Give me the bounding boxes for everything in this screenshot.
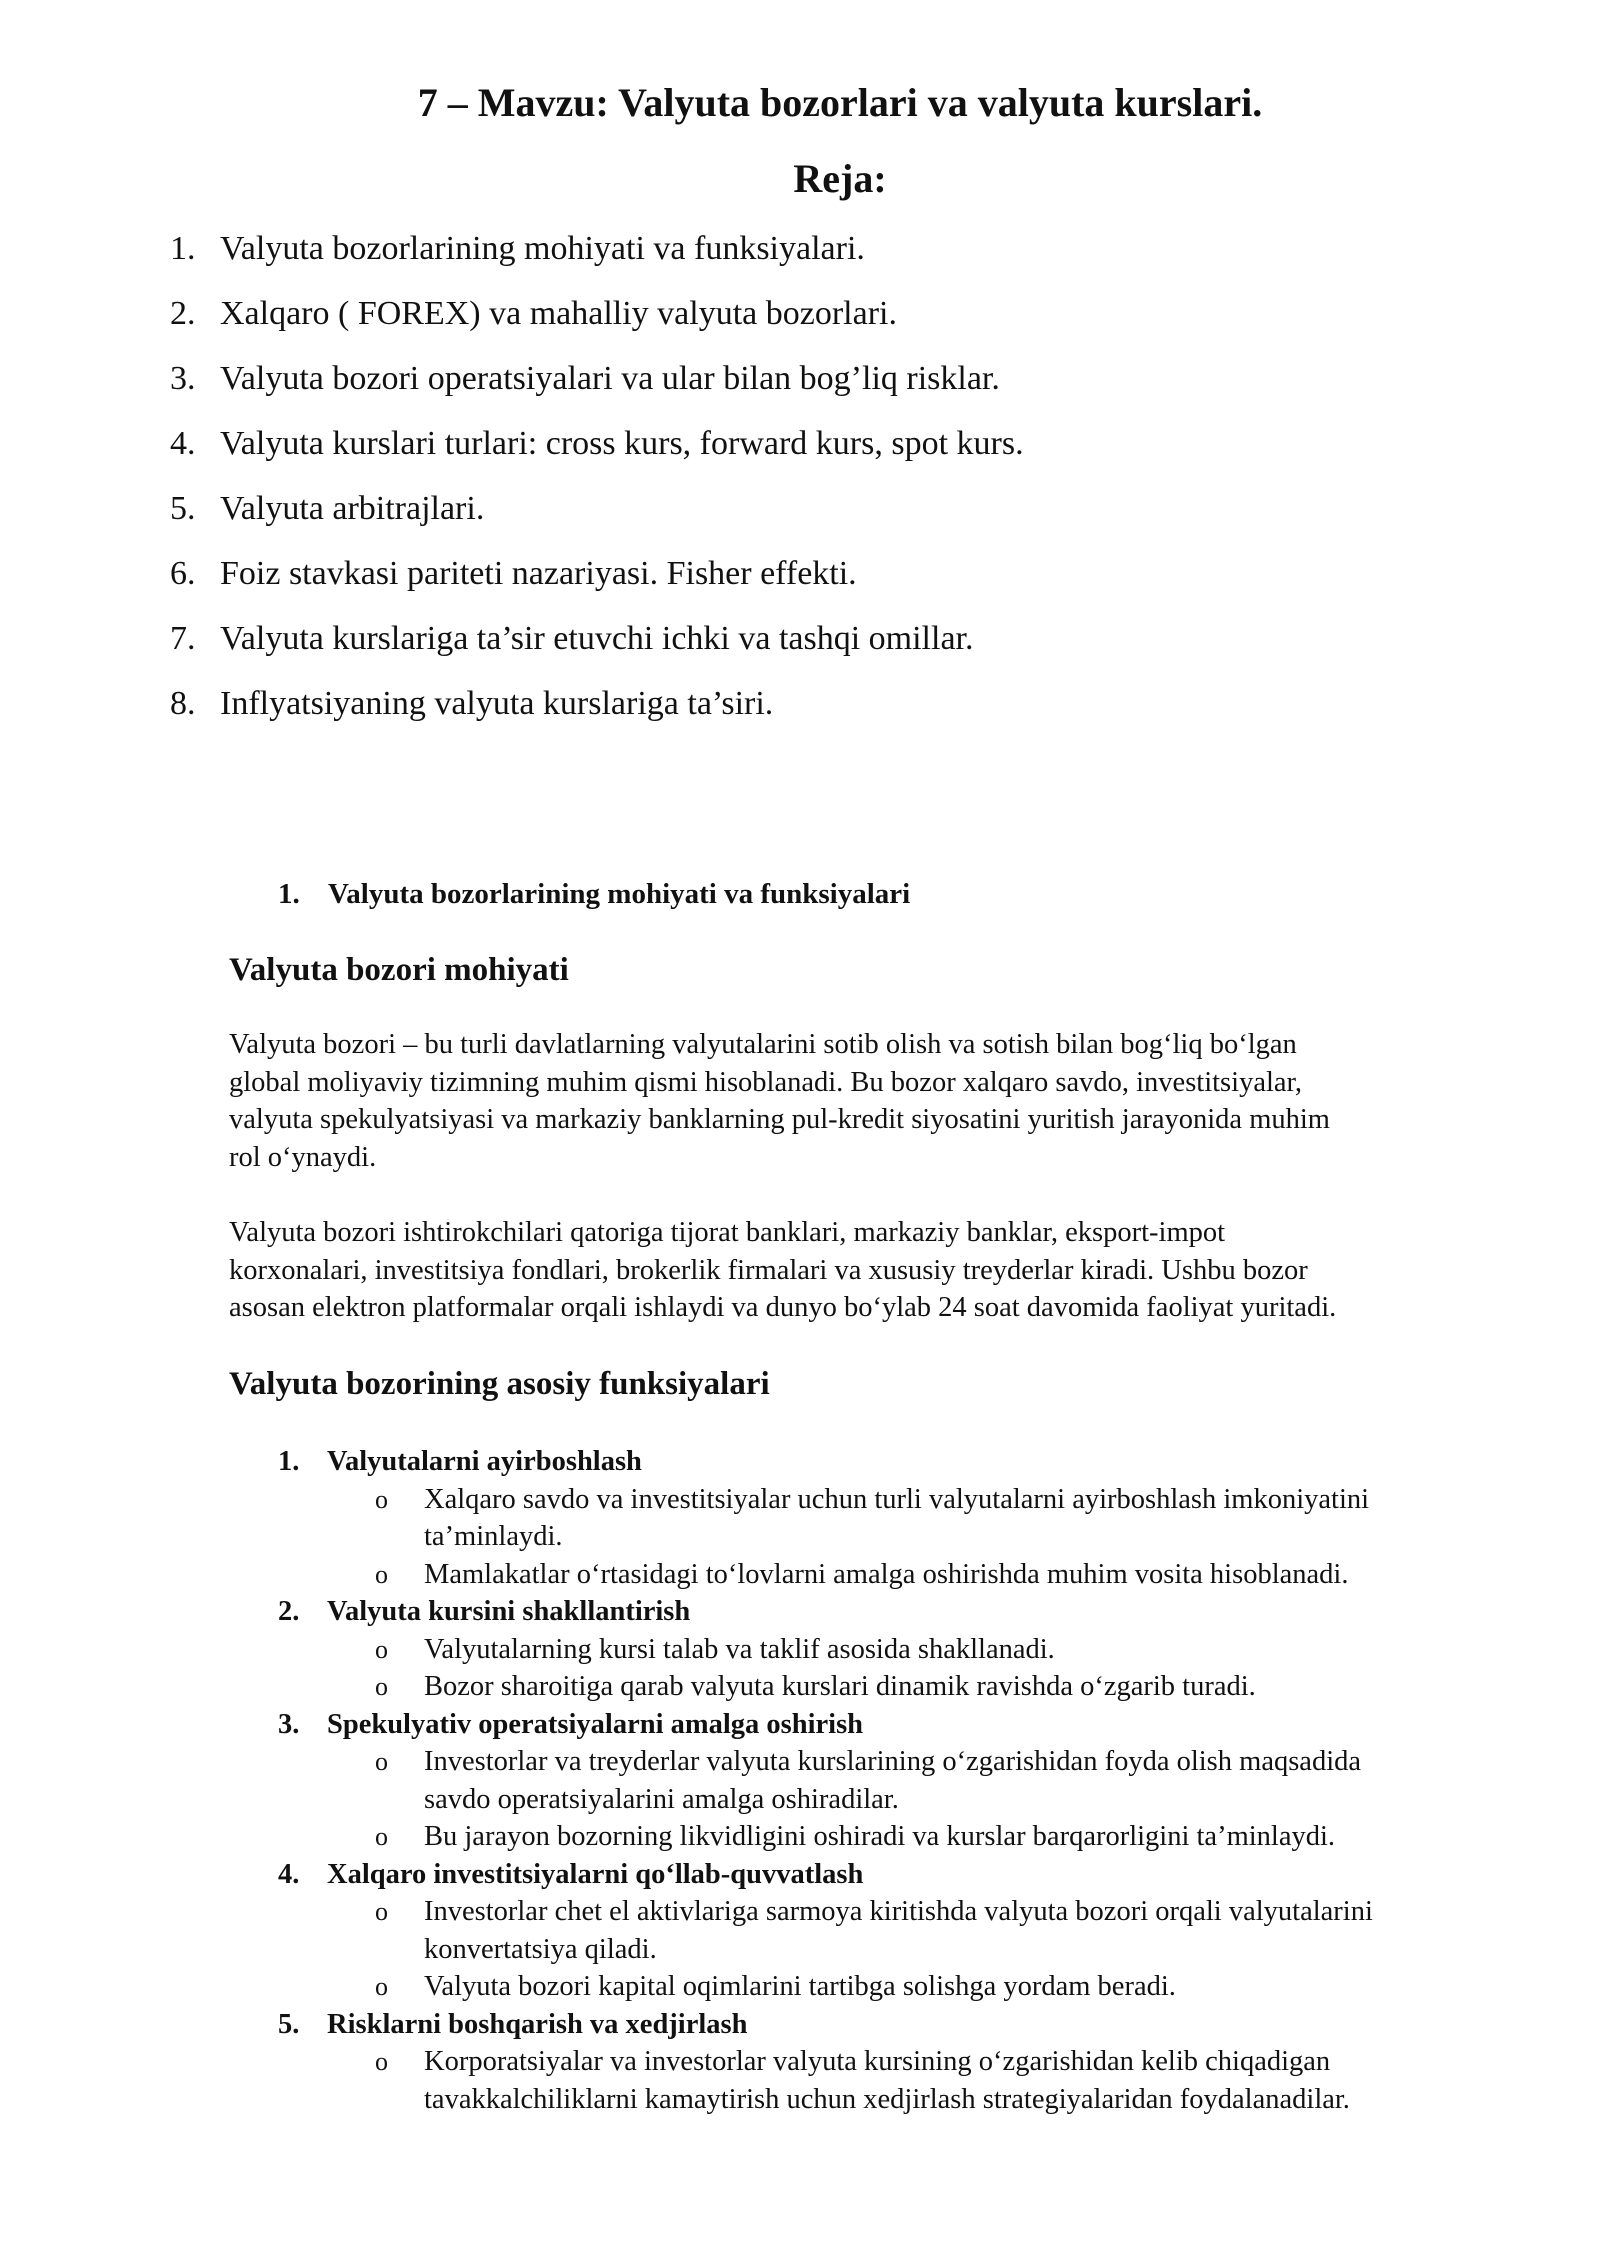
bullet-icon: o <box>375 1747 388 1776</box>
bullet-icon: o <box>375 2047 388 2076</box>
plan-item-number: 8. <box>170 685 196 722</box>
subitem-text: Mamlakatlar o‘rtasidagi to‘lovlarni amalga oshirishda muhim vosita hisoblanadi. <box>424 1558 1349 1590</box>
function-title-row <box>0 1593 1600 1631</box>
function-subitem <box>0 1968 1600 2006</box>
subitem-text: Bozor sharoitiga qarab valyuta kurslari dinamik ravishda o‘zgarib turadi. <box>424 1671 1256 1702</box>
function-title: Xalqaro investitsiyalarni qo‘llab-quvvatlash <box>327 1858 864 1890</box>
subitem-text: Investorlar chet el aktivlariga sarmoya kiritishda valyuta bozori orqali valyutalarini konvertatsiya qiladi. <box>424 1896 1373 1965</box>
plan-item-text: Valyuta arbitrajlari. <box>220 490 485 527</box>
bullet-icon: o <box>375 1634 388 1664</box>
plan-heading: Reja: <box>793 156 887 201</box>
subitem-text: Bu jarayon bozorning likvidligini oshiradi va kurslar barqarorligini ta’minlaydi. <box>424 1821 1336 1852</box>
subitem-text: Korporatsiyalar va investorlar valyuta kursining o‘zgarishidan kelib chiqadigan tavakkalchiliklarni kamaytirish uchun xedjirlash strategiyalaridan foydalanadilar. <box>424 2046 1350 2115</box>
plan-item-number: 2. <box>170 295 196 332</box>
plan-item-number: 4. <box>170 425 196 462</box>
plan-item-number: 3. <box>170 360 196 397</box>
function-title-row <box>0 1856 1600 1894</box>
section-title: Valyuta bozorlarining mohiyati va funksiyalari <box>328 878 911 910</box>
function-item <box>0 2006 1600 2119</box>
function-subitem <box>0 1668 1600 1706</box>
function-item <box>0 1856 1600 2006</box>
subitem-text: Investorlar va treyderlar valyuta kurslarining o‘zgarishidan foyda olish maqsadida savdo operatsiyalarini amalga oshiradilar. <box>424 1746 1362 1815</box>
essence-paragraph-2: Valyuta bozori ishtirokchilari qatoriga tijorat banklari, markaziy banklar, eksport-impot korxonalari, investitsiya fondlari, brokerlik firmalari va xususiy treyderlar kiradi. Ushbu bozor asosan elektron platformalar orqali ishlaydi va dunyo bo‘ylab 24 soat davomida faoliyat yuritadi. <box>229 1217 1337 1323</box>
plan-item-text: Valyuta kurslari turlari: cross kurs, forward kurs, spot kurs. <box>220 425 1024 462</box>
plan-item-number: 6. <box>170 555 196 592</box>
functions-list <box>0 1443 1600 2118</box>
function-subitem <box>0 1631 1600 1669</box>
function-item <box>0 1443 1600 1593</box>
plan-item-text: Valyuta bozorlarining mohiyati va funksiyalari. <box>220 230 865 267</box>
plan-item-text: Foiz stavkasi pariteti nazariyasi. Fisher effekti. <box>220 555 857 592</box>
function-title: Risklarni boshqarish va xedjirlash <box>327 2008 748 2040</box>
function-title: Spekulyativ operatsiyalarni amalga oshirish <box>327 1708 864 1740</box>
bullet-icon: o <box>375 1484 388 1514</box>
functions-heading: Valyuta bozorining asosiy funksiyalari <box>229 1366 770 1402</box>
plan-item-number: 5. <box>170 490 196 527</box>
function-number: 3. <box>278 1708 300 1740</box>
plan-item-text: Inflyatsiyaning valyuta kurslariga ta’siri. <box>220 685 774 722</box>
function-item <box>0 1593 1600 1706</box>
subitem-text: Valyuta bozori kapital oqimlarini tartibga solishga yordam beradi. <box>424 1971 1176 2002</box>
function-title-row <box>0 1706 1600 1744</box>
bullet-icon: o <box>375 1672 388 1701</box>
plan-item-text: Xalqaro ( FOREX) va mahalliy valyuta bozorlari. <box>220 295 897 332</box>
essence-heading: Valyuta bozori mohiyati <box>229 952 569 988</box>
function-number: 2. <box>278 1596 300 1627</box>
function-subitem <box>0 1893 1600 1968</box>
plan-item-number: 7. <box>170 620 196 657</box>
page-title: 7 – Mavzu: Valyuta bozorlari va valyuta kurslari. <box>417 80 1263 125</box>
subitem-text: Valyutalarning kursi talab va taklif asosida shakllanadi. <box>424 1633 1055 1665</box>
bullet-icon: o <box>375 1559 388 1589</box>
function-number: 1. <box>278 1446 300 1477</box>
function-number: 4. <box>278 1858 300 1890</box>
bullet-icon: o <box>375 1822 388 1851</box>
bullet-icon: o <box>375 1972 388 2001</box>
bullet-icon: o <box>375 1897 388 1926</box>
subitem-text: Xalqaro savdo va investitsiyalar uchun turli valyutalarni ayirboshlash imkoniyatini ta’minlaydi. <box>424 1483 1370 1552</box>
essence-paragraph-1: Valyuta bozori – bu turli davlatlarning valyutalarini sotib olish va sotish bilan bog‘liq bo‘lgan global moliyaviy tizimning muhim qismi hisoblanadi. Bu bozor xalqaro savdo, investitsiyalar, valyuta spekulyatsiyasi va markaziy banklarning pul-kredit siyosatini yuritish jarayonida muhim rol o‘ynaydi. <box>229 1029 1330 1173</box>
function-subitem <box>0 1818 1600 1856</box>
plan-item-text: Valyuta bozori operatsiyalari va ular bilan bog’liq risklar. <box>220 360 1000 397</box>
plan-item-text: Valyuta kurslariga ta’sir etuvchi ichki va tashqi omillar. <box>220 620 974 657</box>
function-subitem <box>0 1556 1600 1594</box>
function-title: Valyuta kursini shakllantirish <box>327 1596 691 1627</box>
function-number: 5. <box>278 2008 300 2040</box>
function-item <box>0 1706 1600 1856</box>
function-title: Valyutalarni ayirboshlash <box>327 1446 642 1477</box>
function-subitem <box>0 1481 1600 1556</box>
function-title-row <box>0 1443 1600 1481</box>
function-subitem <box>0 2043 1600 2118</box>
section-number: 1. <box>278 878 300 910</box>
plan-item-number: 1. <box>170 230 196 267</box>
function-title-row <box>0 2006 1600 2044</box>
function-subitem <box>0 1743 1600 1818</box>
